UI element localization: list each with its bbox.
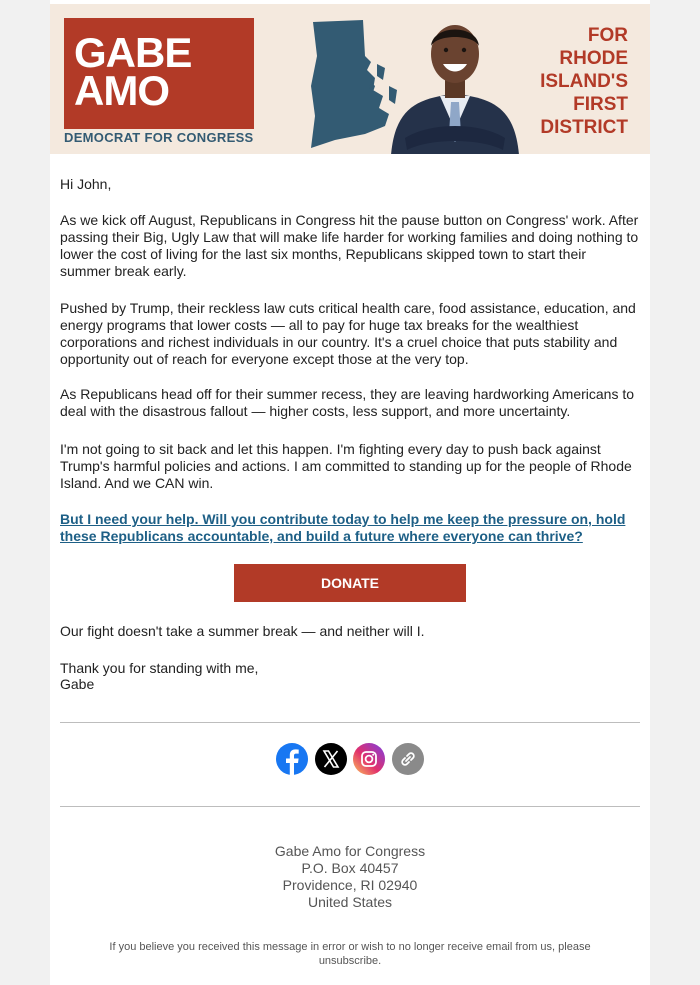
- x-icon[interactable]: [315, 743, 347, 775]
- unsubscribe-note[interactable]: If you believe you received this message in error or wish to no longer receive email from us, please unsubscribe.: [109, 941, 591, 967]
- greeting: Hi John,: [60, 176, 112, 192]
- donate-button[interactable]: DONATE: [234, 564, 466, 602]
- footer-city: Providence, RI 02940: [282, 877, 418, 893]
- district-label: [498, 24, 628, 139]
- paragraph: Our fight doesn't take a summer break — and neither will I.: [60, 623, 425, 639]
- footer-po-box: P.O. Box 40457: [301, 860, 399, 876]
- paragraph: Pushed by Trump, their reckless law cuts critical health care, food assistance, education, and energy programs that lower costs — all to pay for huge tax breaks for the wealthiest corporations and richest individuals in our country. It's a cruel choice that puts stability and opportunity out of reach for everyone except those at the very top.: [60, 300, 636, 367]
- logo-name-line1: GABE: [74, 29, 192, 76]
- paragraph: As Republicans head off for their summer recess, they are leaving hardworking Americans to deal with the disastrous fallout — higher costs, less support, and more uncertainty.: [60, 386, 635, 419]
- signoff: Thank you for standing with me,: [60, 660, 259, 676]
- header-banner: [50, 4, 650, 154]
- contribute-link[interactable]: But I need your help. Will you contribute today to help me keep the pressure on, hold these Republicans accountable, and build a future where everyone can thrive?: [60, 511, 626, 544]
- footer-country: United States: [307, 894, 393, 910]
- district-line: DISTRICT: [540, 117, 628, 138]
- district-line: RHODE: [559, 48, 628, 69]
- logo-tagline: DEMOCRAT FOR CONGRESS: [64, 130, 254, 145]
- facebook-icon[interactable]: [276, 743, 308, 775]
- signature: Gabe: [60, 676, 95, 692]
- paragraph: As we kick off August, Republicans in Congress hit the pause button on Congress' work. After passing their Big, Ugly Law that will make life harder for working families and doing nothing to lower the cost of living for the last six months, Republicans skipped town to start their summer break early.: [60, 212, 639, 279]
- divider: [60, 806, 640, 807]
- paragraph: I'm not going to sit back and let this happen. I'm fighting every day to push back against Trump's harmful policies and actions. I am committed to standing up for the people of Rhode Island. And we CAN win.: [60, 441, 632, 491]
- email-body: [50, 0, 650, 985]
- district-line: FOR: [587, 25, 628, 46]
- divider: [60, 722, 640, 723]
- instagram-icon[interactable]: [353, 743, 385, 775]
- footer-address: [50, 843, 650, 911]
- logo-name-line2: AMO: [74, 67, 169, 114]
- footer-org: Gabe Amo for Congress: [274, 843, 426, 859]
- district-line: ISLAND'S: [540, 71, 628, 92]
- campaign-logo: [64, 18, 254, 129]
- social-links: [50, 743, 650, 777]
- district-line: FIRST: [573, 94, 628, 115]
- logo-name: [74, 29, 192, 114]
- link-icon[interactable]: [392, 743, 424, 775]
